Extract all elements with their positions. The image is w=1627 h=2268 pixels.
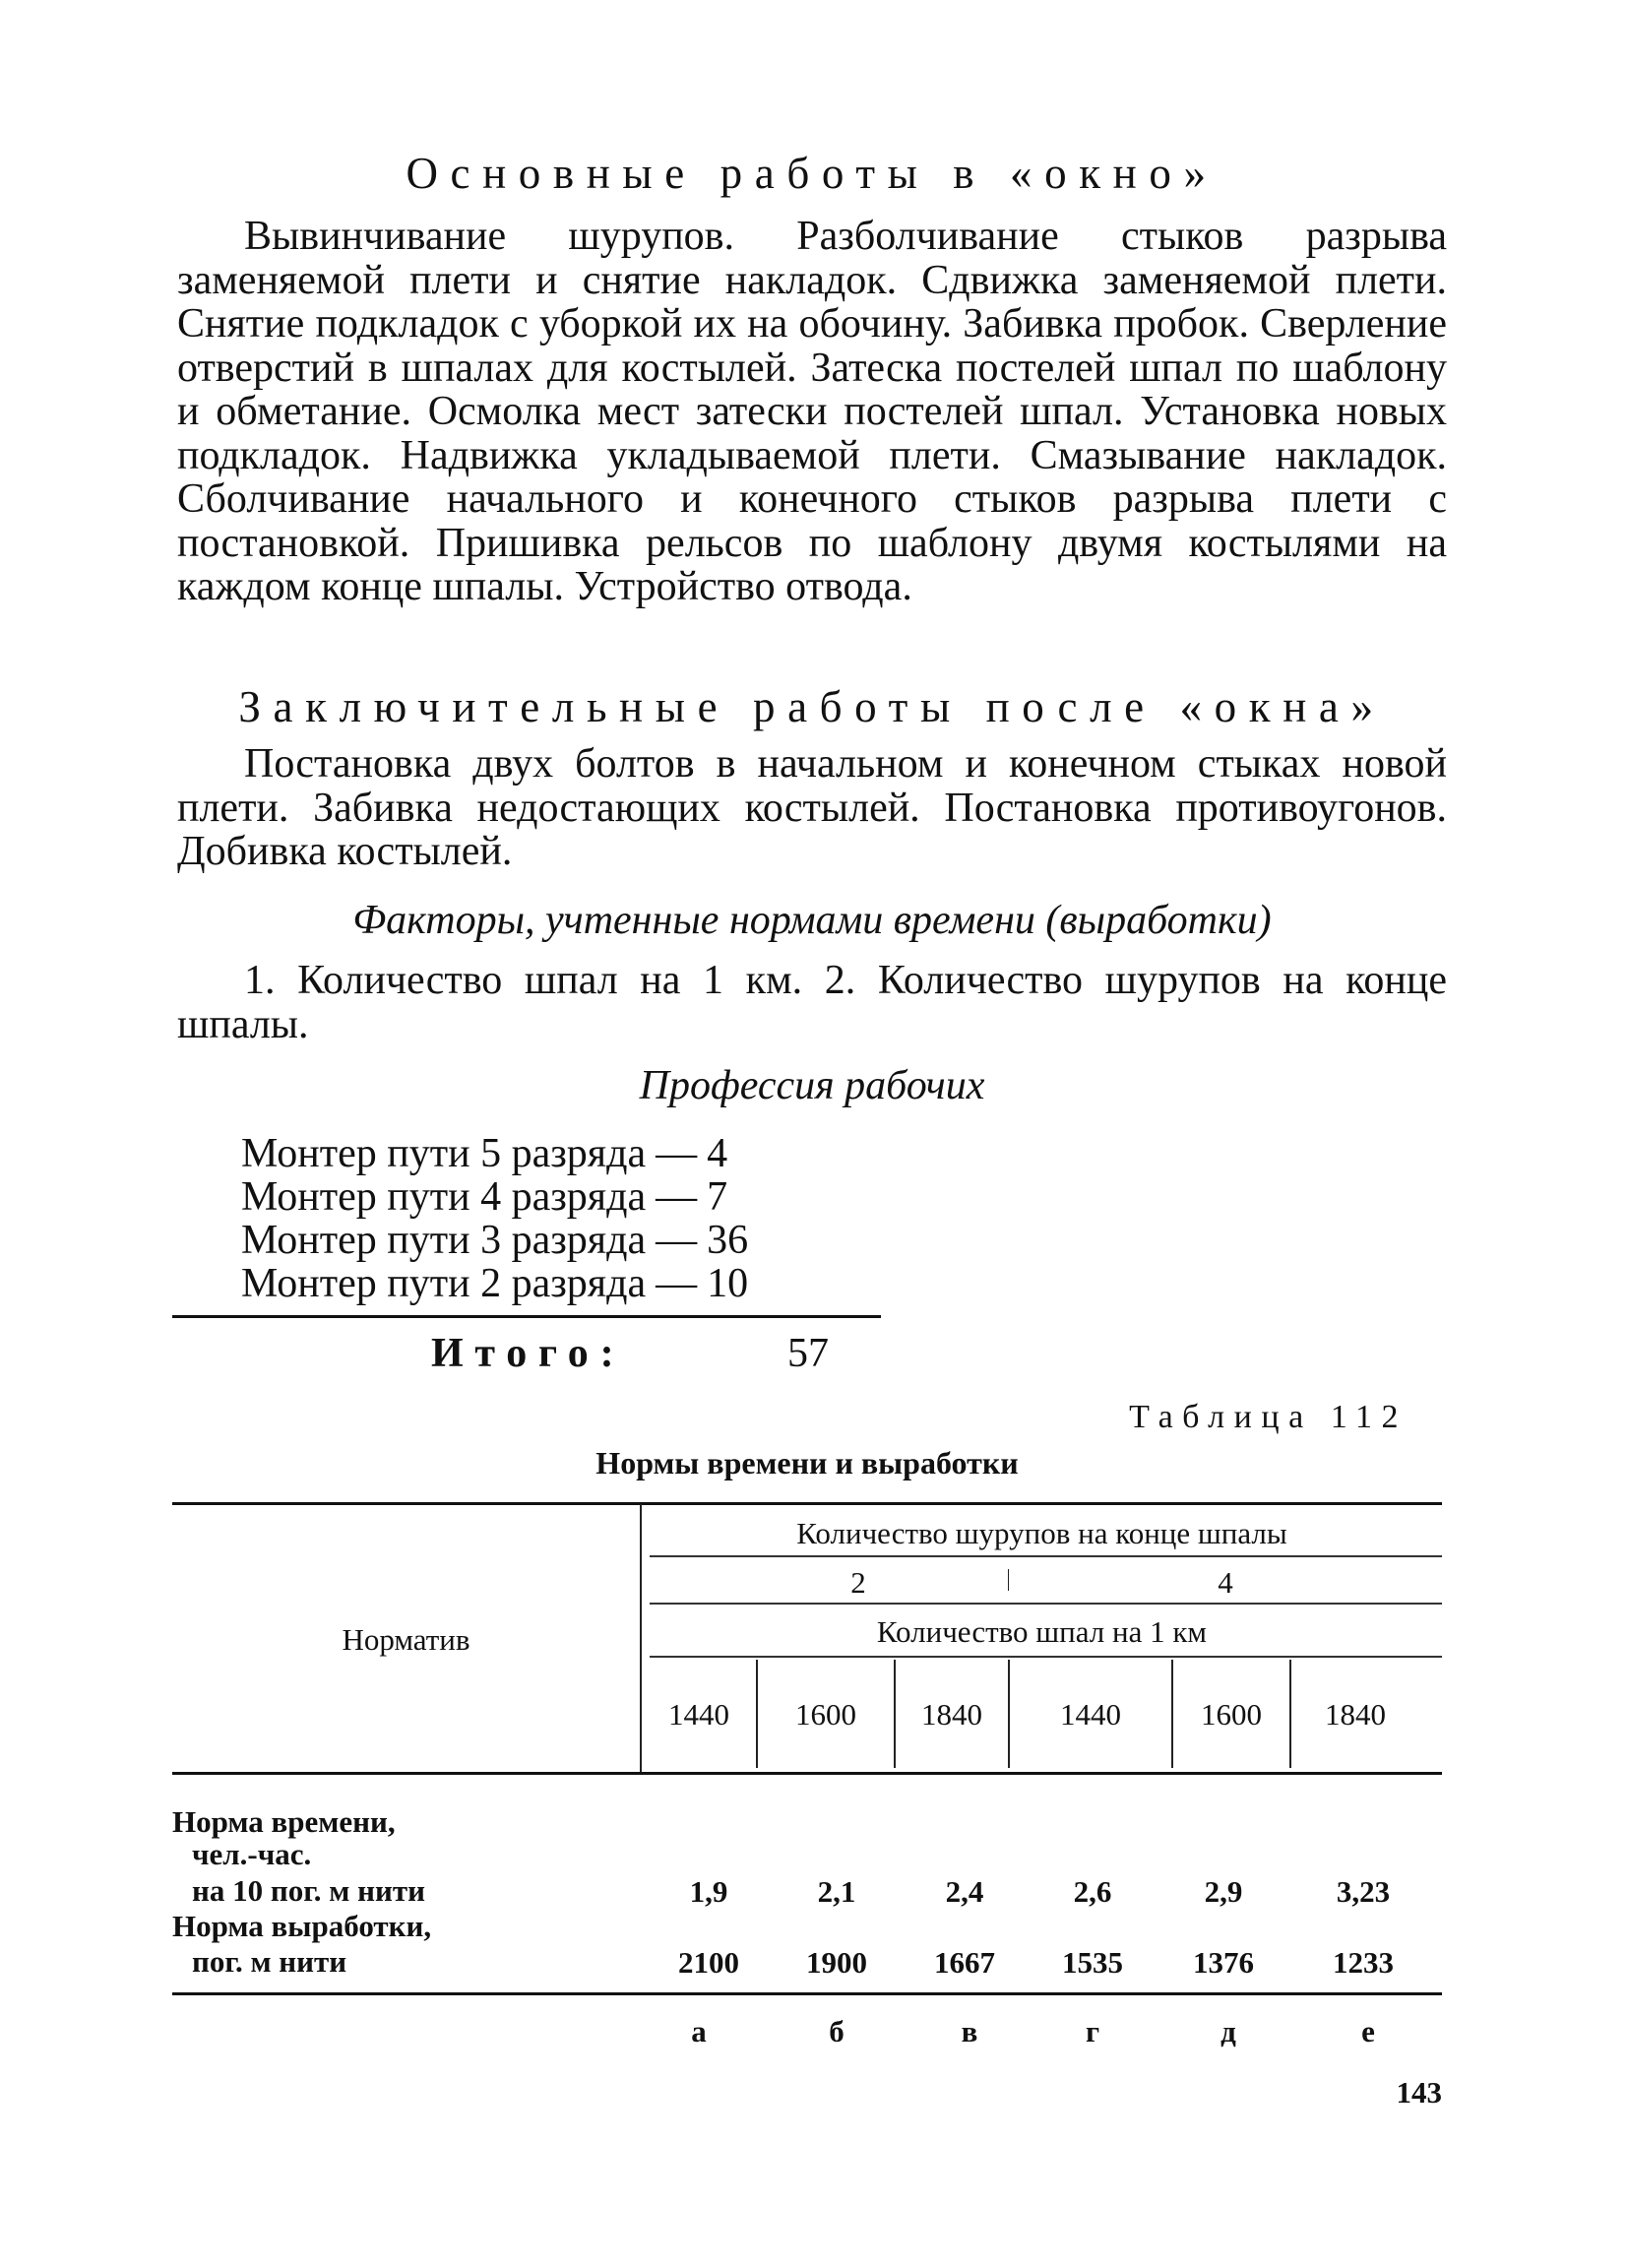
row1-label-line: Норма времени,: [172, 1804, 396, 1839]
time-norm-value: 3,23: [1336, 1874, 1391, 1909]
screws-4: 4: [1218, 1565, 1233, 1600]
worker-label: Монтер пути 3 разряда: [241, 1218, 647, 1263]
time-norm-value: 1,9: [689, 1874, 728, 1909]
sleepers-value: 1600: [1201, 1697, 1262, 1732]
worker-count: 36: [707, 1218, 749, 1263]
table-header-rule: [172, 1772, 1442, 1775]
workers-total-rule: [172, 1315, 881, 1318]
row2-label-line: пог. м нити: [192, 1944, 347, 1979]
time-norm-value: 2,9: [1204, 1874, 1243, 1909]
sleepers-value: 1440: [1060, 1697, 1121, 1732]
output-norm-value: 1376: [1193, 1945, 1254, 1980]
worker-count: 10: [707, 1261, 749, 1306]
worker-label: Монтер пути 4 разряда: [241, 1174, 647, 1220]
table-caption: Нормы времени и выработки: [595, 1445, 1019, 1480]
table-rule: [650, 1555, 1442, 1557]
sleepers-value: 1840: [1325, 1697, 1386, 1732]
table-top-rule: [172, 1502, 1442, 1505]
dash: —: [656, 1218, 698, 1263]
worker-count: 7: [707, 1174, 728, 1220]
table-rule: [650, 1656, 1442, 1658]
column-letter: д: [1220, 2014, 1236, 2048]
column-letter: б: [829, 2014, 845, 2048]
time-norm-value: 2,6: [1073, 1874, 1112, 1909]
table-bottom-rule: [172, 1992, 1442, 1995]
column-letter: г: [1085, 2014, 1100, 2048]
column-letter: в: [961, 2014, 978, 2048]
worker-label: Монтер пути 2 разряда: [241, 1261, 647, 1306]
screws-2: 2: [850, 1565, 866, 1600]
section-text-main-works: Вывинчивание шурупов. Разболчивание стыков разрыва заменяемой плети и снятие накладок. Сдвижка заменяемой плети. Снятие подкладок с уборкой их на обочину. Забивка пробок. Сверление отверстий в шпалах для костылей. Затеска постелей шпал по шаблону и обметание. Осмолка мест затески постелей шпал. Установка новых подкладок. Надвижка укладываемой плети. Смазывание накладок. Сболчивание начального и конечного стыков разрыва плети с постановкой. Пришивка рельсов по шаблону двумя костылями на каждом конце шпалы. Устройство отвода.: [177, 214, 1447, 609]
output-norm-value: 1900: [806, 1945, 867, 1980]
dash: —: [656, 1261, 698, 1306]
output-norm-value: 1233: [1333, 1945, 1394, 1980]
sleepers-value: 1600: [795, 1697, 856, 1732]
worker-row: [241, 1132, 851, 1175]
worker-row: [241, 1262, 851, 1305]
row1-label-line: на 10 пог. м нити: [192, 1873, 425, 1908]
sleepers-value: 1440: [668, 1697, 729, 1732]
header-sleepers: Количество шпал на 1 км: [876, 1614, 1208, 1649]
output-norm-value: 1535: [1062, 1945, 1123, 1980]
worker-row: [241, 1175, 851, 1219]
dash: —: [656, 1174, 698, 1220]
output-norm-value: 2100: [678, 1945, 739, 1980]
dash: —: [656, 1131, 698, 1176]
section-title-final-works: Заключительные работы после «окна»: [238, 682, 1386, 731]
output-norm-value: 1667: [934, 1945, 995, 1980]
workers-total-label: Итого:: [431, 1331, 626, 1376]
sleepers-value: 1840: [921, 1697, 982, 1732]
row1-label-line: чел.-час.: [192, 1837, 312, 1871]
header-norm: Норматив: [342, 1622, 470, 1657]
section-title-main-works: Основные работы в «окно»: [406, 149, 1219, 198]
worker-label: Монтер пути 5 разряда: [241, 1131, 647, 1176]
column-letter: е: [1361, 2014, 1375, 2048]
workers-title: Профессия рабочих: [639, 1063, 985, 1108]
page-number: 143: [1396, 2075, 1442, 2110]
table-rule: [650, 1603, 1442, 1605]
section-text-factors: 1. Количество шпал на 1 км. 2. Количество шурупов на конце шпалы.: [177, 958, 1447, 1047]
table-number: Таблица 112: [1129, 1399, 1408, 1435]
column-letter: а: [691, 2014, 707, 2048]
section-text-final-works: Постановка двух болтов в начальном и конечном стыках новой плети. Забивка недостающих костылей. Постановка противоугонов. Добивка костылей.: [177, 741, 1447, 874]
row2-label-line: Норма выработки,: [172, 1909, 432, 1943]
section-title-factors: Факторы, учтенные нормами времени (выработки): [352, 898, 1272, 943]
header-screws: Количество шурупов на конце шпалы: [796, 1516, 1287, 1550]
workers-total-value: 57: [787, 1331, 829, 1376]
time-norm-value: 2,4: [945, 1874, 984, 1909]
worker-row: [241, 1219, 851, 1262]
worker-count: 4: [707, 1131, 728, 1176]
time-norm-value: 2,1: [817, 1874, 856, 1909]
